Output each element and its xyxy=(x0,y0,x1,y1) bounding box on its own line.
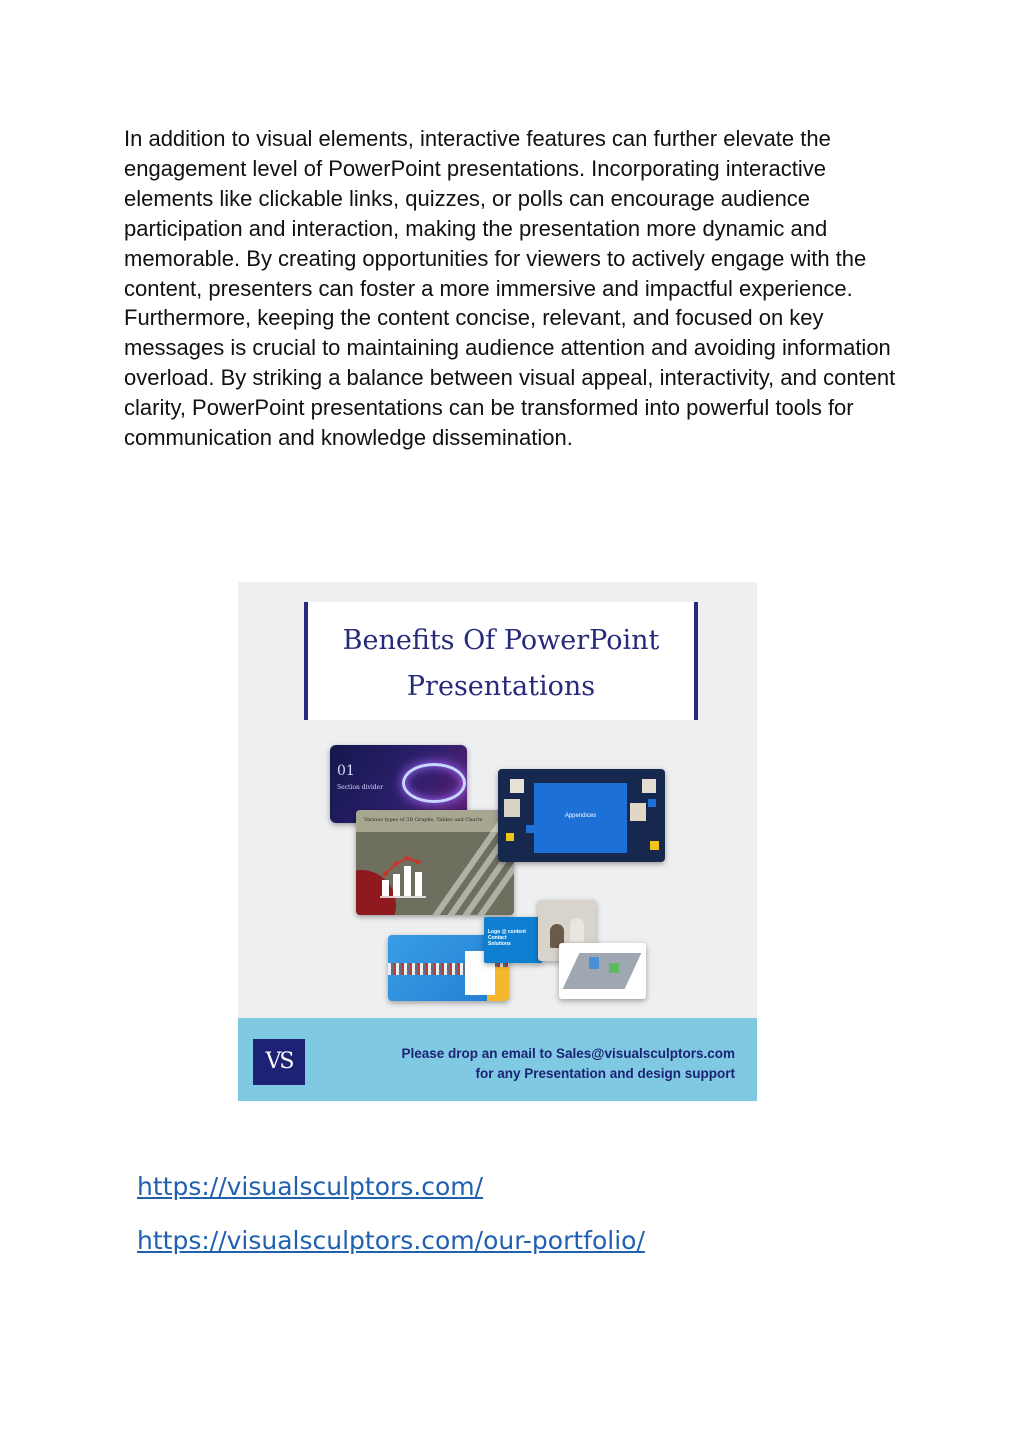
person-photo xyxy=(642,779,656,793)
section-number: 01 xyxy=(337,763,355,779)
promo-title-box xyxy=(304,602,698,720)
appendices-label: Appendices xyxy=(564,813,597,819)
person-figure xyxy=(570,918,584,942)
yellow-square xyxy=(650,841,659,850)
appendices-slide xyxy=(498,769,665,862)
appendices-panel xyxy=(534,783,627,853)
person-photo xyxy=(510,779,524,793)
isometric-city-slide xyxy=(559,943,646,999)
isometric-map-graphic xyxy=(563,953,642,989)
person-photo xyxy=(630,803,646,821)
blue-square xyxy=(648,799,656,807)
contact-label-2: Contact xyxy=(488,935,507,941)
glow-ring-graphic xyxy=(402,763,466,803)
chart-slide-title: Various types of 3D Graphs, Tables and Charts xyxy=(364,817,483,823)
building-block xyxy=(609,963,619,973)
portfolio-link[interactable]: https://visualsculptors.com/our-portfolio/ xyxy=(137,1226,645,1255)
person-photo xyxy=(504,799,520,817)
bar-chart-icon xyxy=(378,852,430,900)
yellow-square xyxy=(506,833,514,841)
blue-square xyxy=(526,825,534,833)
contact-slide xyxy=(484,917,542,963)
contact-text xyxy=(488,929,526,947)
promo-footer-line1: Please drop an email to Sales@visualsculptors.com xyxy=(401,1046,735,1061)
promo-title xyxy=(308,618,694,710)
promo-image xyxy=(238,582,757,1101)
homepage-link[interactable]: https://visualsculptors.com/ xyxy=(137,1172,484,1201)
vs-logo: VS xyxy=(253,1039,305,1085)
promo-contact-text xyxy=(401,1044,735,1084)
section-label: Section divider xyxy=(337,784,384,791)
chart-slide xyxy=(356,810,514,915)
contact-label-3: Solutions xyxy=(488,941,511,947)
promo-footer-line2: for any Presentation and design support xyxy=(475,1066,735,1081)
body-paragraph: In addition to visual elements, interactive features can further elevate the engagement level of PowerPoint presentations. Incorporating interactive elements like clickable links, quizzes, or polls can encourage audience participation and interaction, making the presentation more dynamic and memorable. By creating opportunities for viewers to actively engage with the content, presenters can foster a more immersive and impactful experience. Furthermore, keeping the content concise, relevant, and focused on key messages is crucial to maintaining audience attention and avoiding information overload. By striking a balance between visual appeal, interactivity, and content clarity, PowerPoint presentations can be transformed into powerful tools for communication and knowledge dissemination. xyxy=(124,126,896,451)
promo-title-line1: Benefits Of PowerPoint xyxy=(342,625,660,656)
contact-label-1: Logo @ content xyxy=(488,929,526,935)
building-block xyxy=(589,957,599,969)
promo-footer xyxy=(238,1018,757,1101)
promo-title-line2: Presentations xyxy=(406,671,596,702)
link-list xyxy=(137,1172,645,1256)
